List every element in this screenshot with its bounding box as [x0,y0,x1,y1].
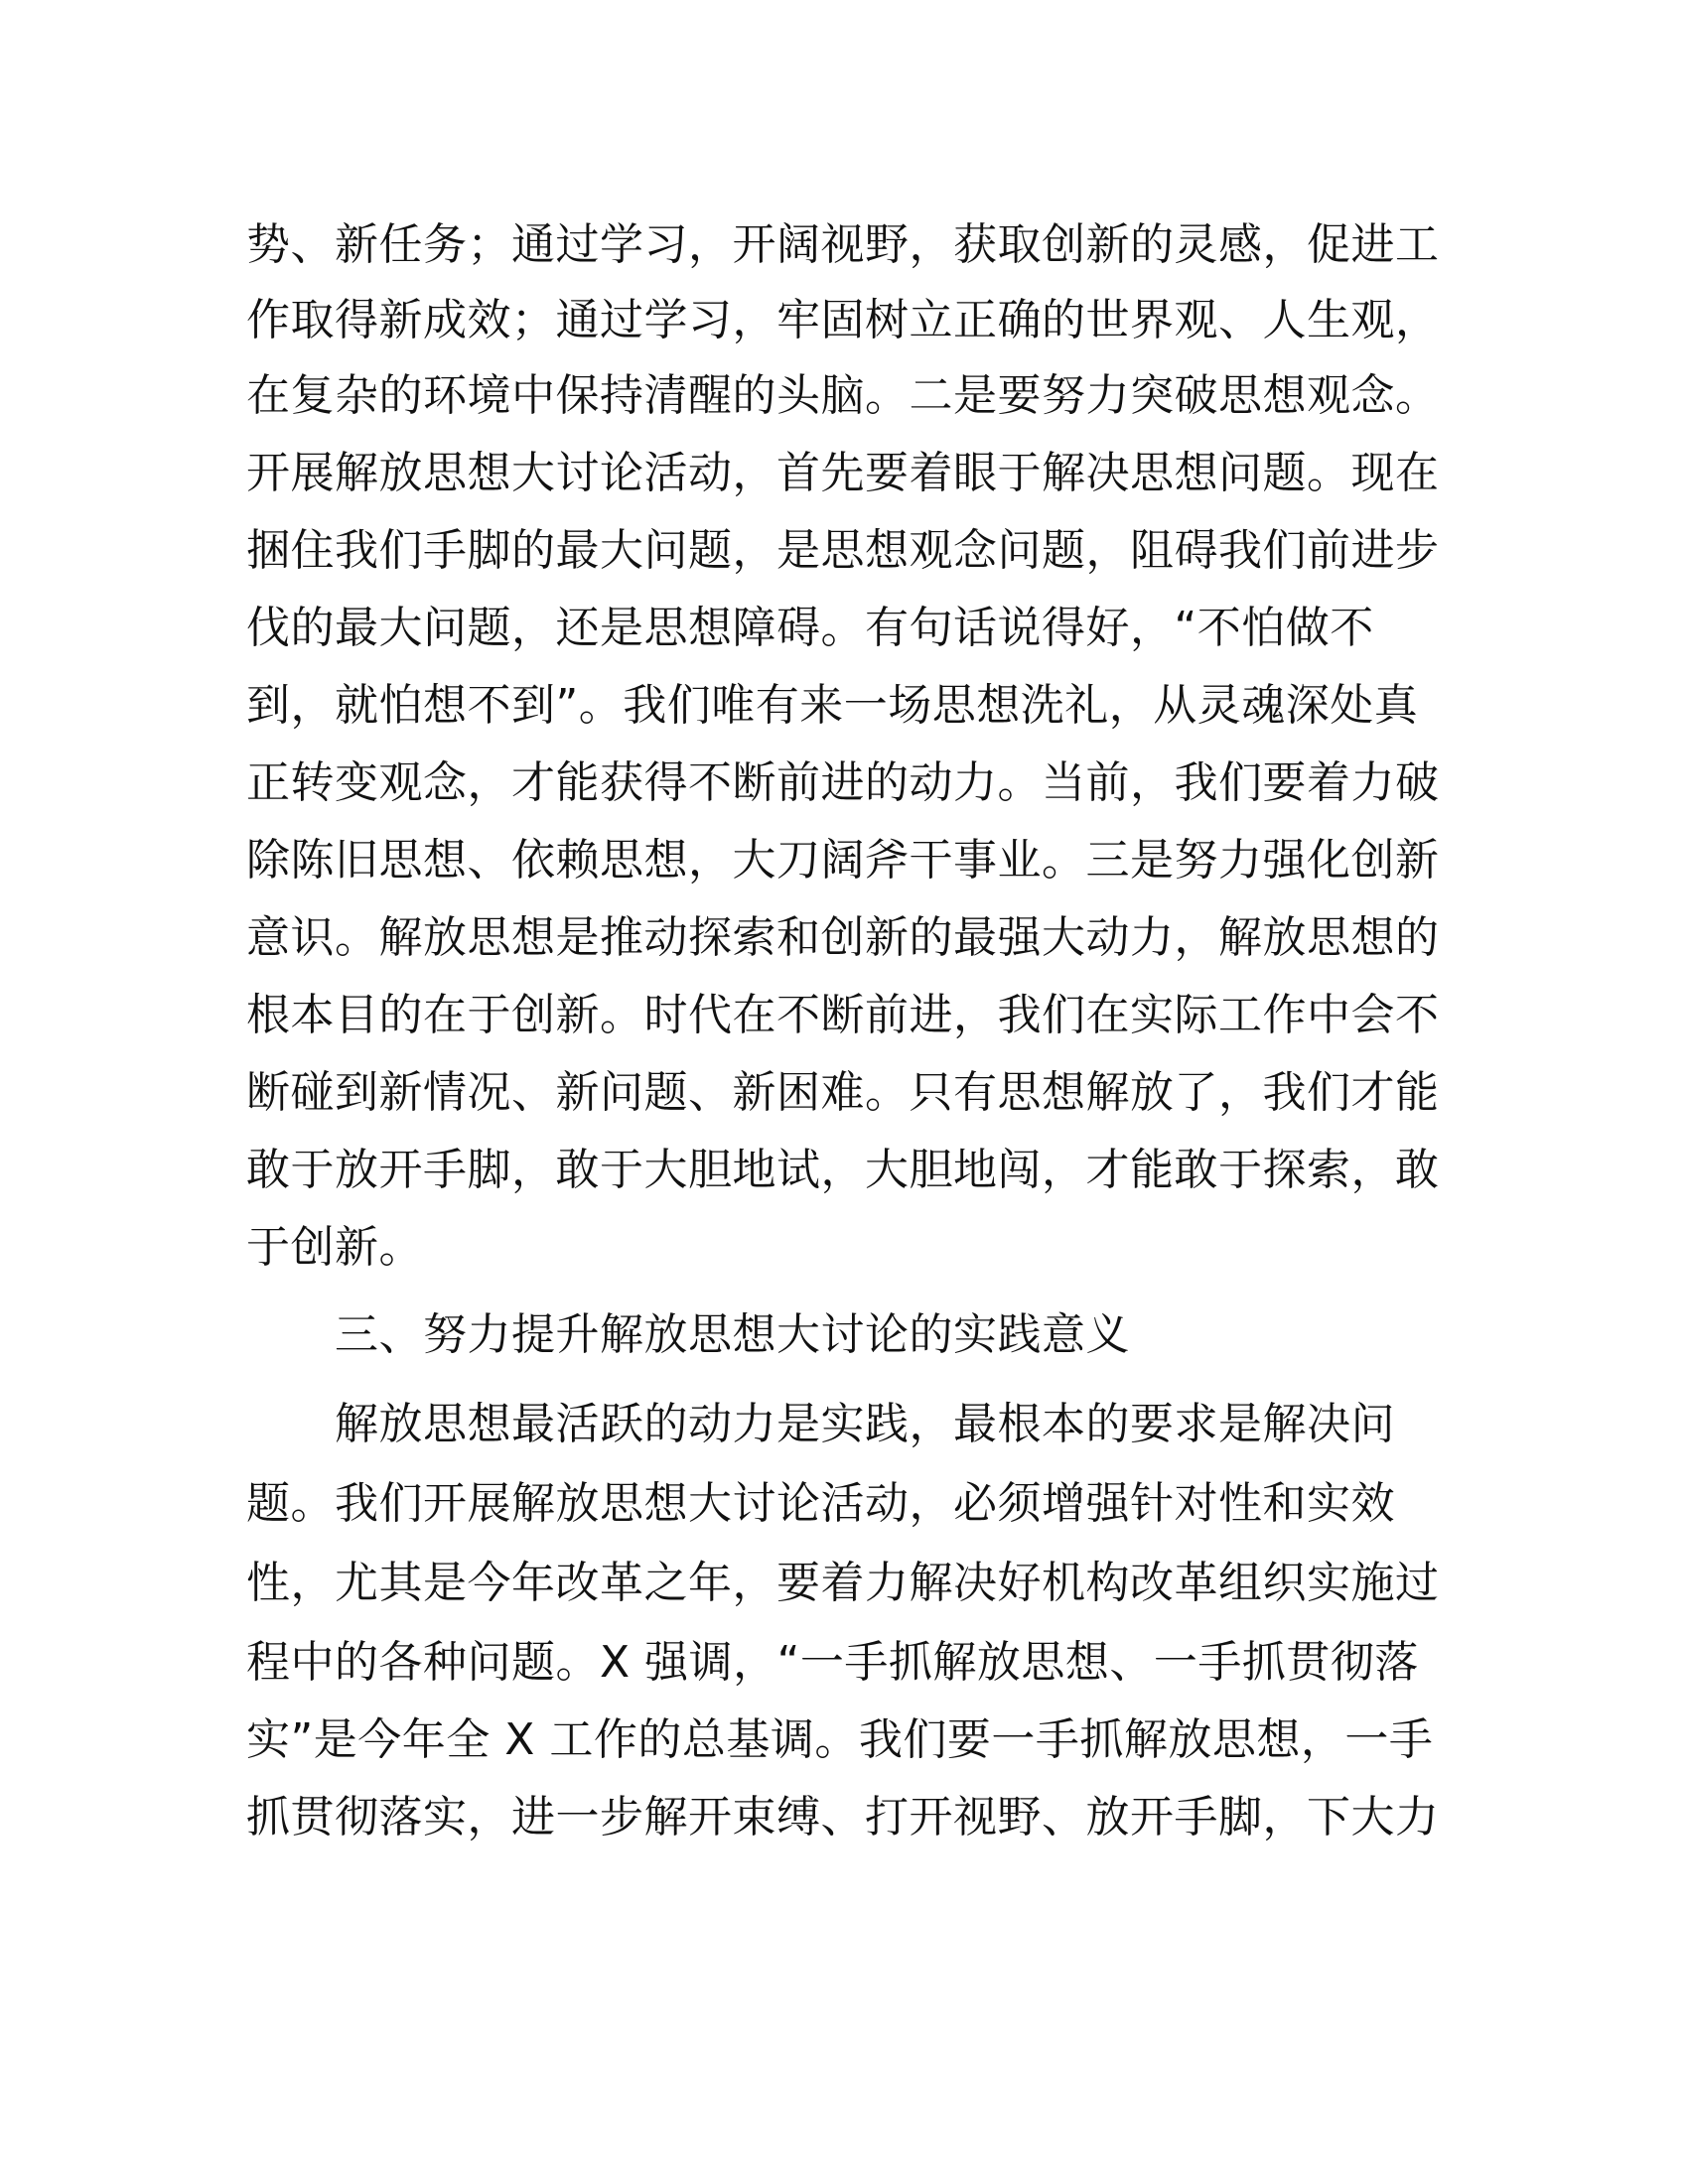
text-line: 伐的最大问题，还是思想障碍。有句话说得好，“不怕做不 [246,603,1374,653]
text-line: 作取得新成效；通过学习，牢固树立正确的世界观、人生观， [246,295,1440,345]
text-line: 于创新。 [246,1222,423,1273]
text-line: 根本目的在于创新。时代在不断前进，我们在实际工作中会不 [246,990,1440,1040]
section-heading: 三、努力提升解放思想大讨论的实践意义 [335,1309,1130,1360]
text-line: 题。我们开展解放思想大讨论活动，必须增强针对性和实效 [246,1478,1395,1529]
text-line: 程中的各种问题。X 强调，“一手抓解放思想、一手抓贯彻落 [246,1637,1419,1688]
text-line: 性，尤其是今年改革之年，要着力解决好机构改革组织实施过 [246,1558,1440,1608]
text-line: 断碰到新情况、新问题、新困难。只有思想解放了，我们才能 [246,1067,1440,1118]
text-line: 开展解放思想大讨论活动，首先要着眼于解决思想问题。现在 [246,448,1440,498]
text-line: 除陈旧思想、依赖思想，大刀阔斧干事业。三是努力强化创新 [246,835,1440,886]
text-line: 解放思想最活跃的动力是实践，最根本的要求是解决问 [335,1399,1395,1449]
text-line: 意识。解放思想是推动探索和创新的最强大动力，解放思想的 [246,912,1440,963]
text-line: 在复杂的环境中保持清醒的头脑。二是要努力突破思想观念。 [246,370,1440,421]
text-line: 势、新任务；通过学习，开阔视野，获取创新的灵感，促进工 [246,219,1440,270]
text-line: 抓贯彻落实，进一步解开束缚、打开视野、放开手脚，下大力 [246,1792,1440,1843]
text-line: 正转变观念，才能获得不断前进的动力。当前，我们要着力破 [246,757,1440,808]
text-line: 敢于放开手脚，敢于大胆地试，大胆地闯，才能敢于探索，敢 [246,1145,1440,1195]
text-line: 实”是今年全 X 工作的总基调。我们要一手抓解放思想，一手 [246,1714,1434,1765]
text-line: 到，就怕想不到”。我们唯有来一场思想洗礼，从灵魂深处真 [246,680,1419,731]
text-line: 捆住我们手脚的最大问题，是思想观念问题，阻碍我们前进步 [246,525,1440,576]
